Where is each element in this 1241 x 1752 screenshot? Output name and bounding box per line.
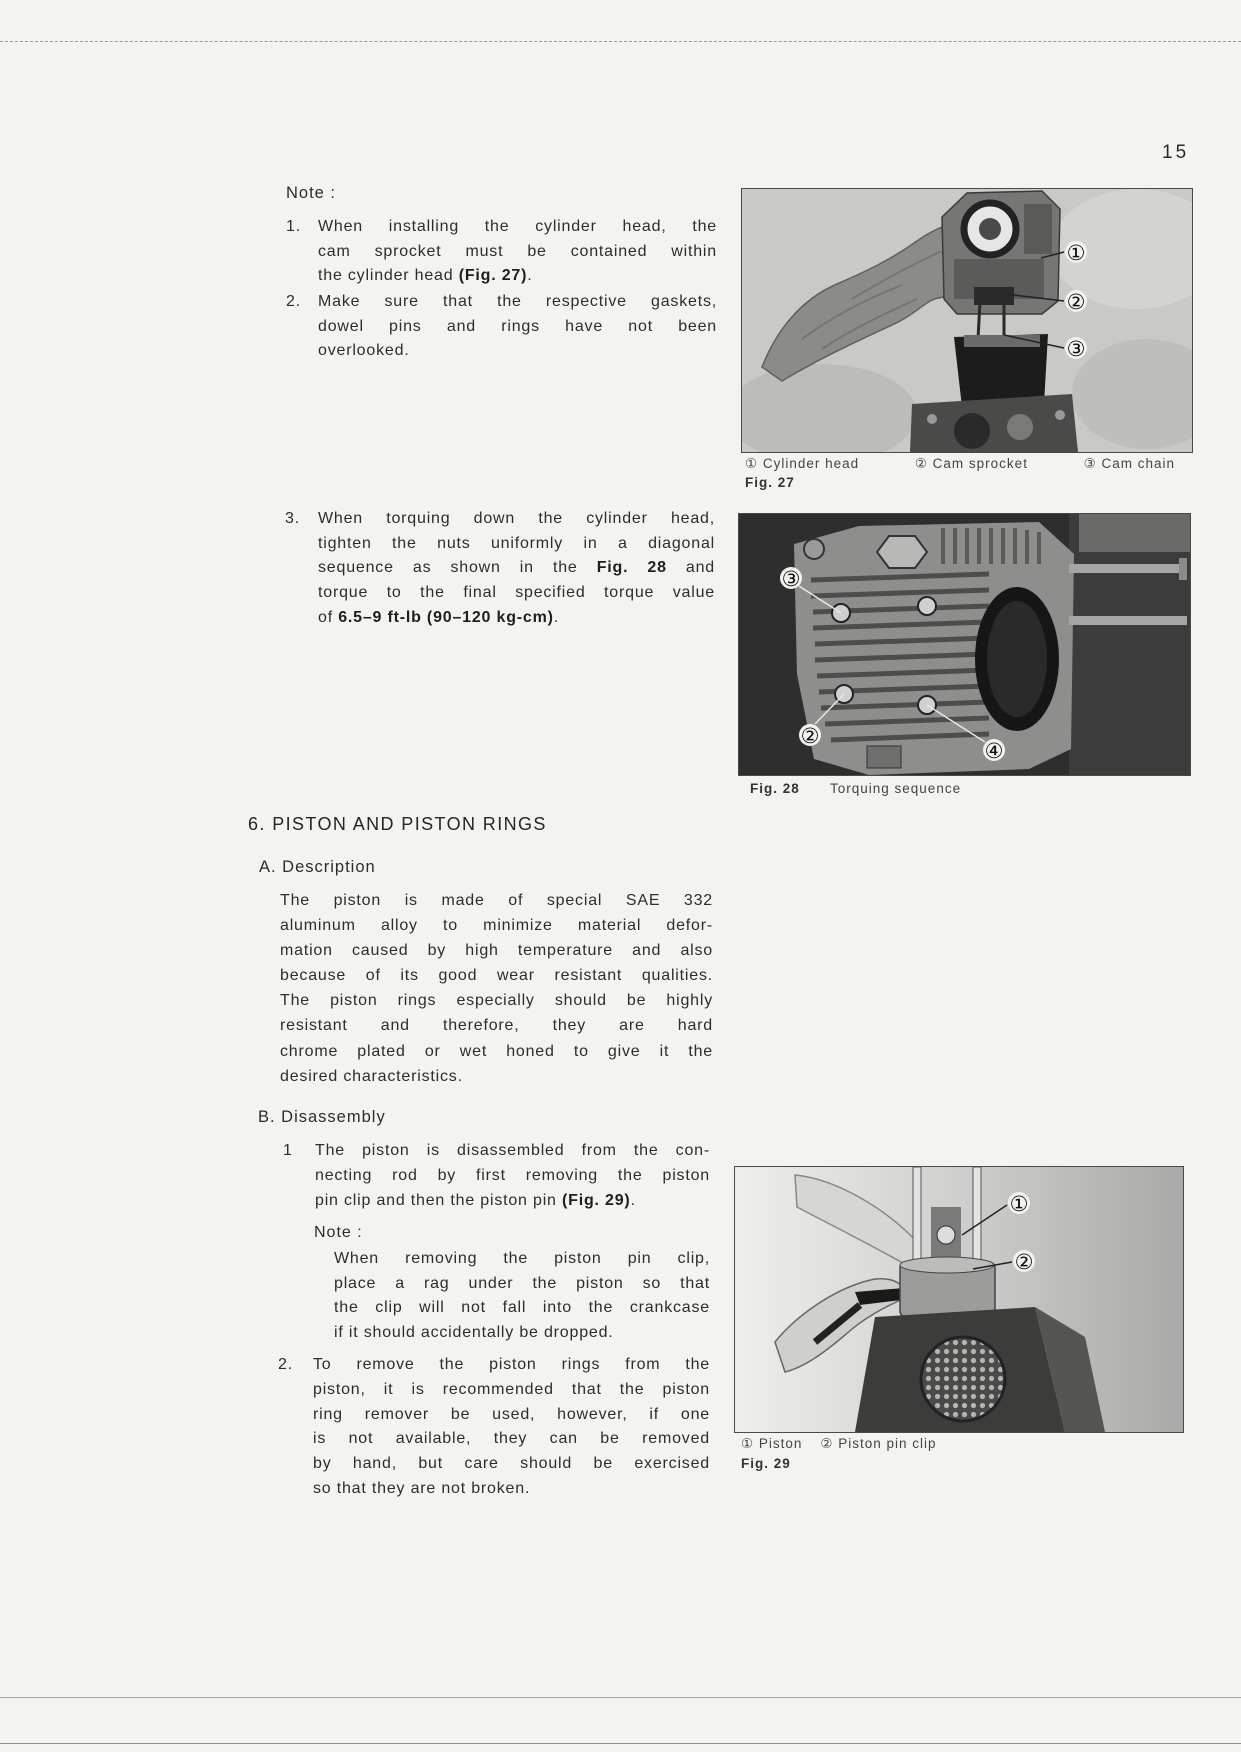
text-line: The piston rings especially should be highly (280, 992, 713, 1010)
bold-reference: 6.5–9 ft-lb (90–120 kg-cm) (338, 608, 554, 626)
text-segment: . (553, 608, 560, 626)
disassembly-note-text (334, 1247, 710, 1346)
text-segment: of (318, 608, 339, 626)
crankcase (910, 394, 1078, 452)
text-segment: the cylinder head (318, 267, 459, 285)
figure-28-label: Fig. 28 (750, 781, 800, 796)
subsection-heading-disassembly: B. Disassembly (258, 1108, 386, 1126)
item-number: 1. (286, 218, 301, 235)
bold-reference: (Fig. 27) (458, 267, 528, 285)
callout-nut-3: ③ (781, 567, 801, 591)
text-line: the clip will not fall into the crankcase (334, 1299, 710, 1317)
text-line: overlooked. (318, 342, 410, 360)
figure-27-label: Fig. 27 (745, 475, 795, 490)
subsection-heading-description: A. Description (259, 858, 376, 876)
legend-item: ① Cylinder head (745, 456, 860, 471)
figure-29-label: Fig. 29 (741, 1456, 791, 1471)
callout-nut-4: ④ (984, 739, 1004, 763)
text-line: When torquing down the cylinder head, (318, 510, 715, 527)
hex-plug (877, 536, 927, 568)
text-line: desired characteristics. (280, 1067, 463, 1085)
cylinder (954, 334, 1048, 407)
text-line: ring remover be used, however, if one (313, 1405, 710, 1423)
text-line: The piston is disassembled from the con- (315, 1142, 710, 1159)
description-paragraph (280, 888, 713, 1089)
callout-cam-chain: ③ (1066, 337, 1086, 361)
item-number: 1 (283, 1142, 293, 1159)
text-line (318, 606, 715, 631)
text-segment: . (630, 1191, 636, 1209)
step-text (315, 1139, 710, 1213)
figure-27-photo (741, 188, 1193, 453)
legend-item: ② Cam sprocket (914, 456, 1028, 471)
callout-cylinder-head: ① (1066, 241, 1086, 265)
callout-piston-pin-clip: ② (1014, 1250, 1034, 1274)
text-line: torque to the final specified torque value (318, 584, 715, 602)
figure-27-legend (745, 455, 1175, 473)
text-line: because of its good wear resistant qualities. (280, 967, 713, 985)
text-segment: . (527, 267, 533, 285)
bottom-scan-rule (0, 1697, 1241, 1698)
text-line: tighten the nuts uniformly in a diagonal (318, 534, 715, 552)
top-scan-rule (0, 41, 1241, 42)
engine-cylinder-head (794, 522, 1074, 775)
callout-piston: ① (1009, 1192, 1029, 1216)
note-item-text (318, 215, 717, 289)
text-line: To remove the piston rings from the (313, 1356, 710, 1373)
text-line: by hand, but care should be exercised (313, 1455, 710, 1473)
text-line: chrome plated or wet honed to give it the (280, 1042, 713, 1060)
text-line: necting rod by first removing the piston (315, 1166, 710, 1184)
piston (900, 1257, 995, 1317)
bold-reference: Fig. 28 (596, 559, 667, 577)
legend-item: ② Piston pin clip (820, 1436, 937, 1451)
callout-cam-sprocket: ② (1066, 290, 1086, 314)
item-number: 2. (286, 293, 301, 310)
text-line (318, 264, 717, 289)
text-line: mation caused by high temperature and also (280, 942, 713, 960)
text-line: so that they are not broken. (313, 1479, 531, 1497)
text-line: is not available, they can be removed (313, 1430, 710, 1448)
disassembly-note-label: Note : (314, 1224, 363, 1241)
text-line: dowel pins and rings have not been (318, 317, 717, 335)
text-line: The piston is made of special SAE 332 (280, 892, 713, 909)
text-line: resistant and therefore, they are hard (280, 1017, 713, 1035)
bottom-edge-rule (0, 1743, 1241, 1744)
item-number: 3. (285, 510, 300, 527)
text-line: piston, it is recommended that the piston (313, 1380, 710, 1398)
text-segment: pin clip and then the piston pin (315, 1191, 563, 1209)
text-line: if it should accidentally be dropped. (334, 1324, 614, 1342)
page-number: 15 (1162, 142, 1190, 163)
text-line: Make sure that the respective gaskets, (318, 293, 717, 310)
legend-item: ③ Cam chain (1083, 456, 1175, 471)
figure-29-photo (734, 1166, 1184, 1433)
figure-28-photo (738, 513, 1191, 776)
step-text (313, 1353, 710, 1502)
figure-29-legend (741, 1435, 937, 1453)
note-label: Note : (286, 184, 337, 202)
text-segment: and (666, 559, 715, 577)
section-heading: 6. PISTON AND PISTON RINGS (248, 814, 547, 834)
text-line: When installing the cylinder head, the (318, 218, 717, 235)
text-line: When removing the piston pin clip, (334, 1250, 710, 1267)
text-line (315, 1189, 710, 1214)
text-line: place a rag under the piston so that (334, 1274, 710, 1292)
text-line: cam sprocket must be contained within (318, 242, 717, 260)
text-line (318, 556, 715, 581)
item-number: 2. (278, 1356, 293, 1373)
legend-item: ① Piston (741, 1436, 803, 1451)
text-segment: sequence as shown in the (318, 559, 597, 577)
figure-28-caption: Torquing sequence (830, 781, 962, 796)
note-item-text (318, 290, 717, 364)
callout-nut-2: ② (800, 724, 820, 748)
text-line: aluminum alloy to minimize material defor- (280, 917, 713, 935)
note-item-text (318, 507, 715, 631)
bold-reference: (Fig. 29) (562, 1191, 631, 1209)
